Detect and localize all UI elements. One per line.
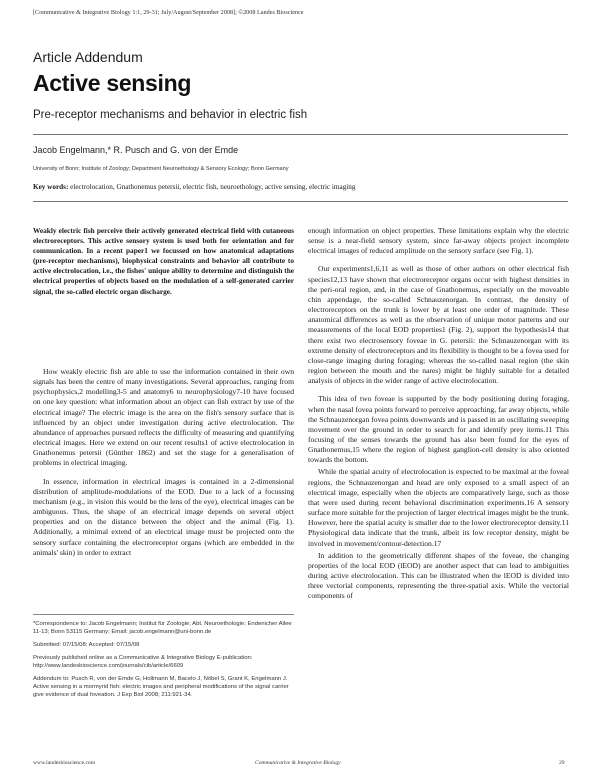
- footnote-divider: [33, 614, 294, 615]
- article-title: Active sensing: [33, 70, 192, 96]
- right-paragraph: In addition to the geometrically different shapes of the foveae, the changing properties of the local EOD (lEOD) are another aspect that can lead to ambiguities during active electrolocation. This can be illustrated when the lEOD is divided into three vectorial components, representing the three-spatial axis. While the vectorial components of: [308, 550, 569, 601]
- divider-top: [33, 134, 568, 135]
- right-paragraph: Our experiments1,6,11 as well as those of other authors on other electrical fish species12,13 have shown that electroreceptor organs occur with highest densities in the peri-oral region, and, in the case of Gnathonemus, especially on the moveable chin appendage, the so-called Schnauzenorgan. In contrast, the density of electroreceptors on the trunk is lower by at least one order of magnitude. These anatomical differences as well as the observation of unique motor patterns and our measurements of the local EOD properties1 (Fig. 2), support the hypothesis14 that there exist two electrosensory foveae in G. petersii: the Schnauzenorgan with its extreme density of electroreceptors and its flexibility is thought to be a fovea used for close-range imaging during foraging; whereas the so-called nasal region (the skin region between the mouth and the nares) might be highly suitable for a detailed analysis of objects in the wider range of active electrolocation.: [308, 264, 569, 386]
- publication-note: Previously published online as a Communicative & Integrative Biology E-publication: http://www.landesbioscience.com/journals/cib/article/6609: [33, 655, 253, 669]
- abstract-text: Weakly electric fish perceive their actively generated electrical field with cutaneous electroreceptors. This active sensory system is used both for orientation and for communication. In a recent paper1 we focussed on how anatomical adaptations (pre-receptor mechanisms), biophysical constraints and behavior all contribute to active electrolocation, i.e., the fishes' unique ability to determine and distinguish the electrical properties of objects based on the modulation of a self-generated carrier signal, the so-called electric organ discharge.: [33, 226, 294, 296]
- left-paragraph: How weakly electric fish are able to use the information contained in their own signals has been the centre of many investigations. Several approaches, ranging from psychophysics,2 modelling3-5 and anatomy6 to neurophysiology7-10 have focused on one key question: what information about an object can fish extract by use of the electrical image? The electric image is the area on the fish's sensory surface that is influenced by an object under investigation during active electrolocation. The abundance of approaches pursued reflects the difficulty of measuring and quantifying electrical images. Here we extend on our recent results1 of active electrolocation in Gnathonemus petersii (Günther 1862) and set the stage for a generalisation of problems in electrical imaging.: [33, 367, 294, 468]
- divider-keywords: [33, 201, 568, 202]
- section-label: Article Addendum: [33, 49, 143, 65]
- running-header: [Communicative & Integrative Biology 1:1, 29-31; July/August/September 2008]; ©2008 Landes Bioscience: [33, 9, 304, 16]
- keywords-label: Key words:: [33, 183, 69, 191]
- left-paragraph: In essence, information in electrical images is contained in a 2-dimensional distribution of amplitude-modulations of the EOD. Due to a lack of a focussing mechanism (e.g., in vision this would be the lens of the eye), electrical images can be ambiguous. Thus, the shape of an electrical image depends on several object properties and on the distance between the object and the animal (Fig. 1). Additionally, a minimal extend of an electrical image must be projected onto the sensory surface containing the electroreceptor organs (which are embedded in the animals' skin) in order to extract: [33, 476, 294, 557]
- right-paragraph: enough information on object properties. These limitations explain why the electric sense is a near-field sensory system, since far-away objects project incomplete electrical images of reduced amplitude on the sensory surface (see Fig. 1).: [308, 226, 569, 256]
- footer-website: www.landesbioscience.com: [33, 760, 96, 766]
- right-paragraph: While the spatial acuity of electrolocation is expected to be maximal at the foveal regions, the Schnauzenorgan and head are only exposed to a small aspect of an electrical image, especially when the objects are comparatively large, such as those that were used during recent behavioral discrimination experiments.16 A sensory surface more suitable for the projection of larger electrical images might be the trunk. However, here the spatial acuity is smaller due to the lower electroreceptor density.11 Physiological data indicate that the trunk, albeit its low receptor density, might be involved in movement/contour-detection.17: [308, 467, 569, 548]
- keywords: [33, 183, 573, 191]
- keywords-list: electrolocation, Gnathonemus petersii, electric fish, neuroethology, active sensing, electric imaging: [70, 183, 356, 191]
- article-subtitle: Pre-receptor mechanisms and behavior in electric fish: [33, 109, 308, 121]
- affiliation: University of Bonn; Institute of Zoology; Department Neuroethology & Sensory Ecology; Bonn Germany: [33, 166, 289, 172]
- footer-journal: Communicative & Integrative Biology: [255, 760, 341, 766]
- left-column: [33, 367, 294, 558]
- dates-note: Submitted: 07/15/08; Accepted: 07/15/08: [33, 642, 140, 648]
- footnotes: [33, 610, 294, 699]
- correspondence-note: *Correspondence to: Jacob Engelmann; Institut für Zoologie; Abt. Neuroethologie; Endenicher Allee 11-13; Bonn 53115 Germany; Email: jacob.engelmann@uni-bonn.de: [33, 621, 292, 635]
- authors: Jacob Engelmann,* R. Pusch and G. von der Emde: [33, 145, 239, 155]
- right-column: [308, 226, 569, 601]
- right-paragraph: This idea of two foveae is supported by the body positioning during foraging, when the nasal fovea points forward to perceive approaching, far away objects, while the Schnauzenorgan fovea points downwards and is passed in an oscillating sweeping movement over the ground in order to search for and identify prey items.11 This focusing of the senses towards the ground has also been found for the eyes of Gnathonemus,15 where the region of highest ganglion-cell density is also oriented towards the bottom.: [308, 394, 569, 465]
- page-number: 29: [559, 760, 565, 766]
- abstract: [33, 226, 294, 297]
- addendum-note: Addendum to: Pusch R, von der Emde G, Hollmann M, Bacelo J, Nöbel S, Grant K, Engelmann J. Active sensing in a mormyrid fish: electric images and peripheral modifications of the signal carrier give evidence of dual foveation. J Exp Biol 2008; 211:921-34.: [33, 676, 289, 698]
